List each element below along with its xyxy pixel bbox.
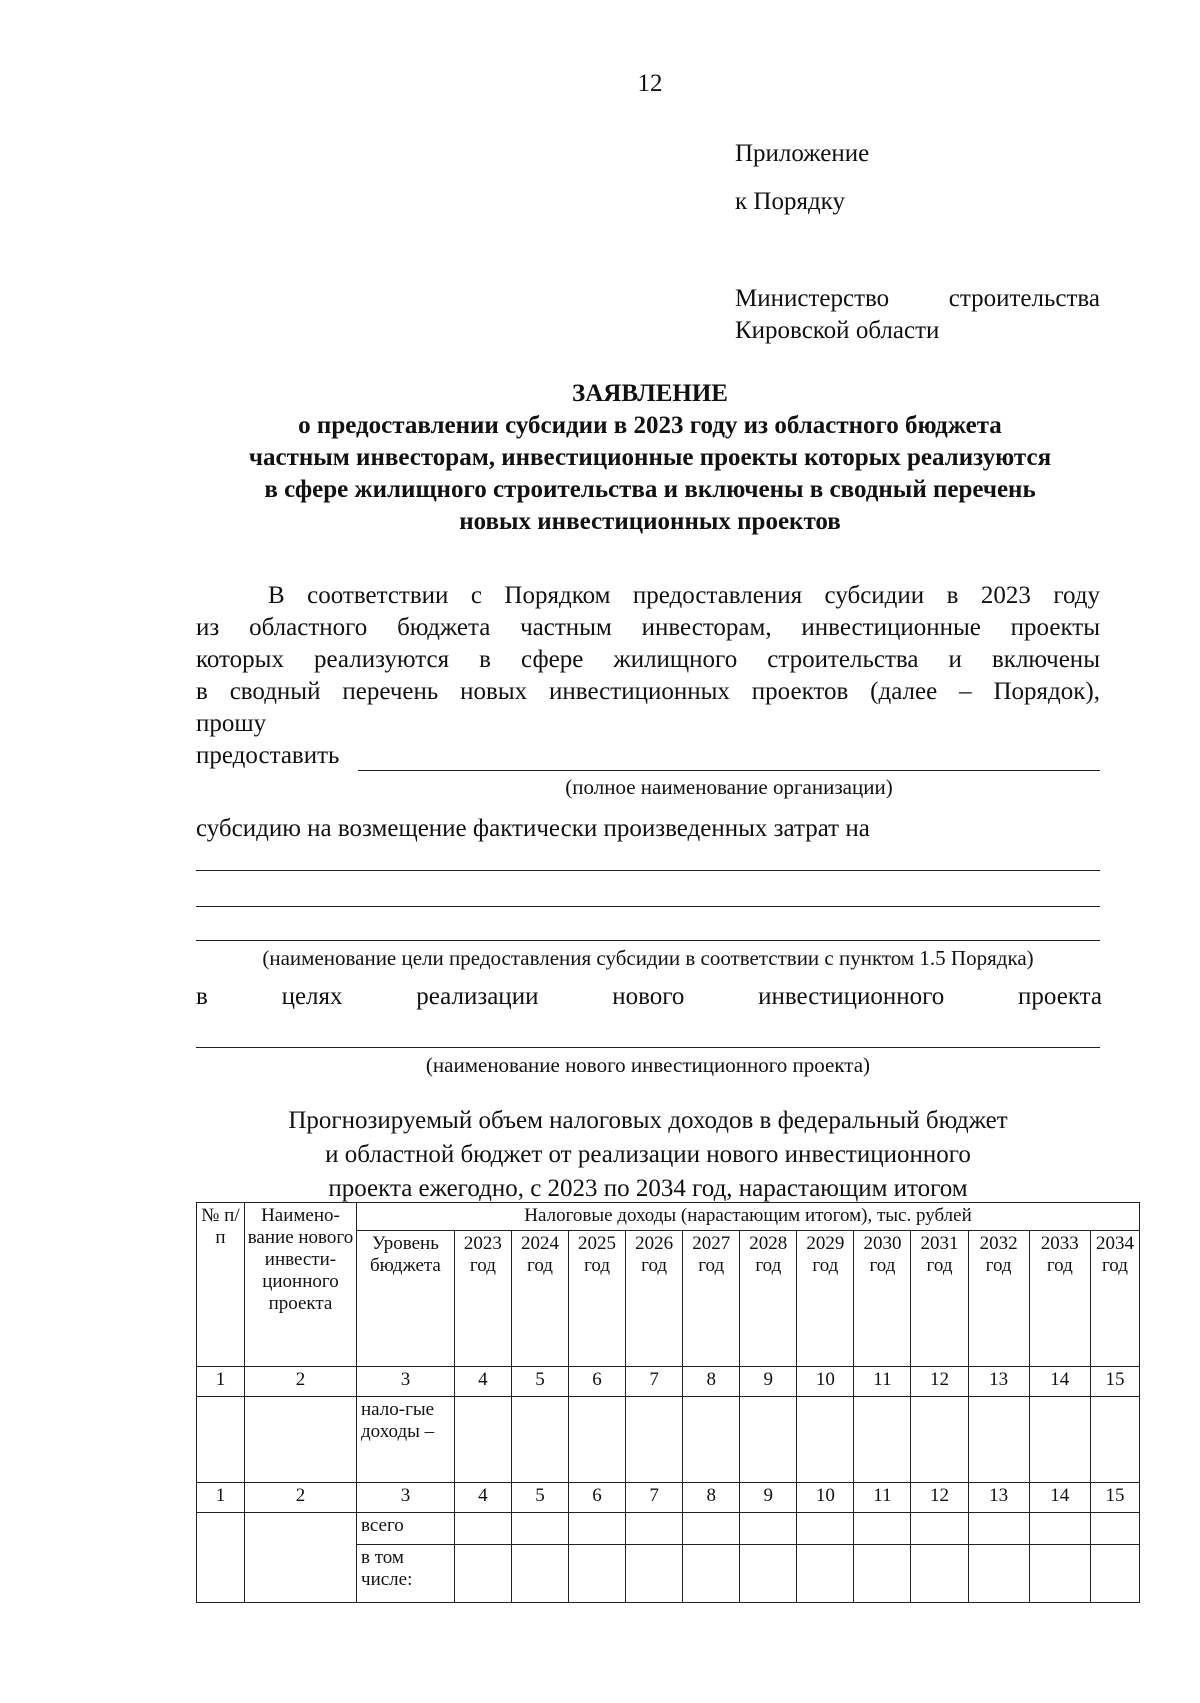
header-year: 2026 год bbox=[626, 1231, 683, 1367]
project-caption: (наименование нового инвестиционного проекта) bbox=[425, 1053, 871, 1077]
project-word: инвестиционного bbox=[758, 983, 945, 1010]
project-word: реализации bbox=[416, 983, 539, 1010]
header-year: 2030 год bbox=[854, 1231, 911, 1367]
row-label-tax: нало-гые доходы – bbox=[357, 1397, 455, 1483]
organization-caption: (полное наименование организации) bbox=[565, 775, 893, 799]
goal-field-line-1[interactable] bbox=[196, 870, 1100, 871]
header-year: 2028 год bbox=[740, 1231, 797, 1367]
header-year: 2027 год bbox=[683, 1231, 740, 1367]
table-row bbox=[197, 1397, 1140, 1483]
addressee-line-1: Министерство строительства bbox=[735, 285, 1100, 312]
title-line: в сфере жилищного строительства и включены в сводный перечень bbox=[264, 476, 1036, 503]
row-label-including: в том числе: bbox=[357, 1545, 455, 1603]
table-number-row: 1 2 3 4 5 6 7 8 9 10 11 12 13 14 15 bbox=[197, 1483, 1140, 1513]
project-word: проекта bbox=[1018, 983, 1102, 1010]
header-year: 2029 год bbox=[797, 1231, 854, 1367]
body-line: В соответствии с Порядком предоставления субсидии в 2023 году bbox=[268, 582, 1100, 609]
appendix-label: Приложение bbox=[735, 140, 870, 167]
header-number: № п/п bbox=[197, 1203, 245, 1367]
header-project-name: Наимено-вание нового инвести-ционного проекта bbox=[244, 1203, 356, 1367]
header-year: 2023 год bbox=[454, 1231, 511, 1367]
project-word: нового bbox=[612, 983, 685, 1010]
goal-field-line-3[interactable] bbox=[196, 940, 1100, 941]
title-line: о предоставлении субсидии в 2023 году из областного бюджета bbox=[298, 412, 1002, 439]
tax-revenue-table bbox=[196, 1202, 1140, 1603]
appendix-reference: к Порядку bbox=[735, 188, 845, 215]
header-year: 2033 год bbox=[1029, 1231, 1090, 1367]
table-title bbox=[196, 1104, 1100, 1206]
goal-field-line-2[interactable] bbox=[196, 906, 1100, 907]
title-heading: ЗАЯВЛЕНИЕ bbox=[572, 380, 728, 407]
body-line: в сводный перечень новых инвестиционных проектов (далее – Порядок), bbox=[196, 678, 1100, 705]
document-title bbox=[180, 378, 1120, 538]
project-word: целях bbox=[281, 983, 343, 1010]
goal-caption: (наименование цели предоставления субсидии в соответствии с пунктом 1.5 Порядка) bbox=[262, 946, 1034, 970]
table-title-line: и областной бюджет от реализации нового инвестиционного bbox=[325, 1141, 971, 1168]
header-tax-revenue: Налоговые доходы (нарастающим итогом), тыс. рублей bbox=[357, 1203, 1140, 1231]
header-year: 2025 год bbox=[569, 1231, 626, 1367]
table-title-line: Прогнозируемый объем налоговых доходов в федеральный бюджет bbox=[288, 1107, 1008, 1134]
addressee-line-2: Кировской области bbox=[735, 317, 940, 344]
table-row bbox=[197, 1513, 1140, 1545]
table-title-line: проекта ежегодно, с 2023 по 2034 год, нарастающим итогом bbox=[328, 1175, 968, 1202]
subsidy-text: субсидию на возмещение фактически произведенных затрат на bbox=[196, 815, 870, 842]
title-line: частным инвесторам, инвестиционные проекты которых реализуются bbox=[248, 444, 1052, 471]
header-year: 2031 год bbox=[911, 1231, 968, 1367]
body-line: из областного бюджета частным инвесторам, инвестиционные проекты bbox=[196, 614, 1100, 641]
project-name-field[interactable] bbox=[196, 1047, 1100, 1048]
header-budget-level: Уровень бюджета bbox=[357, 1231, 455, 1367]
header-year: 2034 год bbox=[1090, 1231, 1139, 1367]
header-year: 2032 год bbox=[968, 1231, 1029, 1367]
body-line: которых реализуются в сфере жилищного строительства и включены bbox=[196, 646, 1100, 673]
header-year: 2024 год bbox=[511, 1231, 568, 1367]
table-number-row: 1 2 3 4 5 6 7 8 9 10 11 12 13 14 15 bbox=[197, 1367, 1140, 1397]
title-line: новых инвестиционных проектов bbox=[459, 508, 841, 535]
organization-name-field[interactable] bbox=[358, 770, 1100, 771]
body-prosh: прошу bbox=[196, 710, 267, 737]
project-word: в bbox=[196, 983, 208, 1010]
provide-label: предоставить bbox=[196, 742, 340, 769]
project-purpose-line bbox=[196, 983, 1102, 1011]
row-label-total: всего bbox=[357, 1513, 455, 1545]
page-number: 12 bbox=[637, 70, 663, 97]
